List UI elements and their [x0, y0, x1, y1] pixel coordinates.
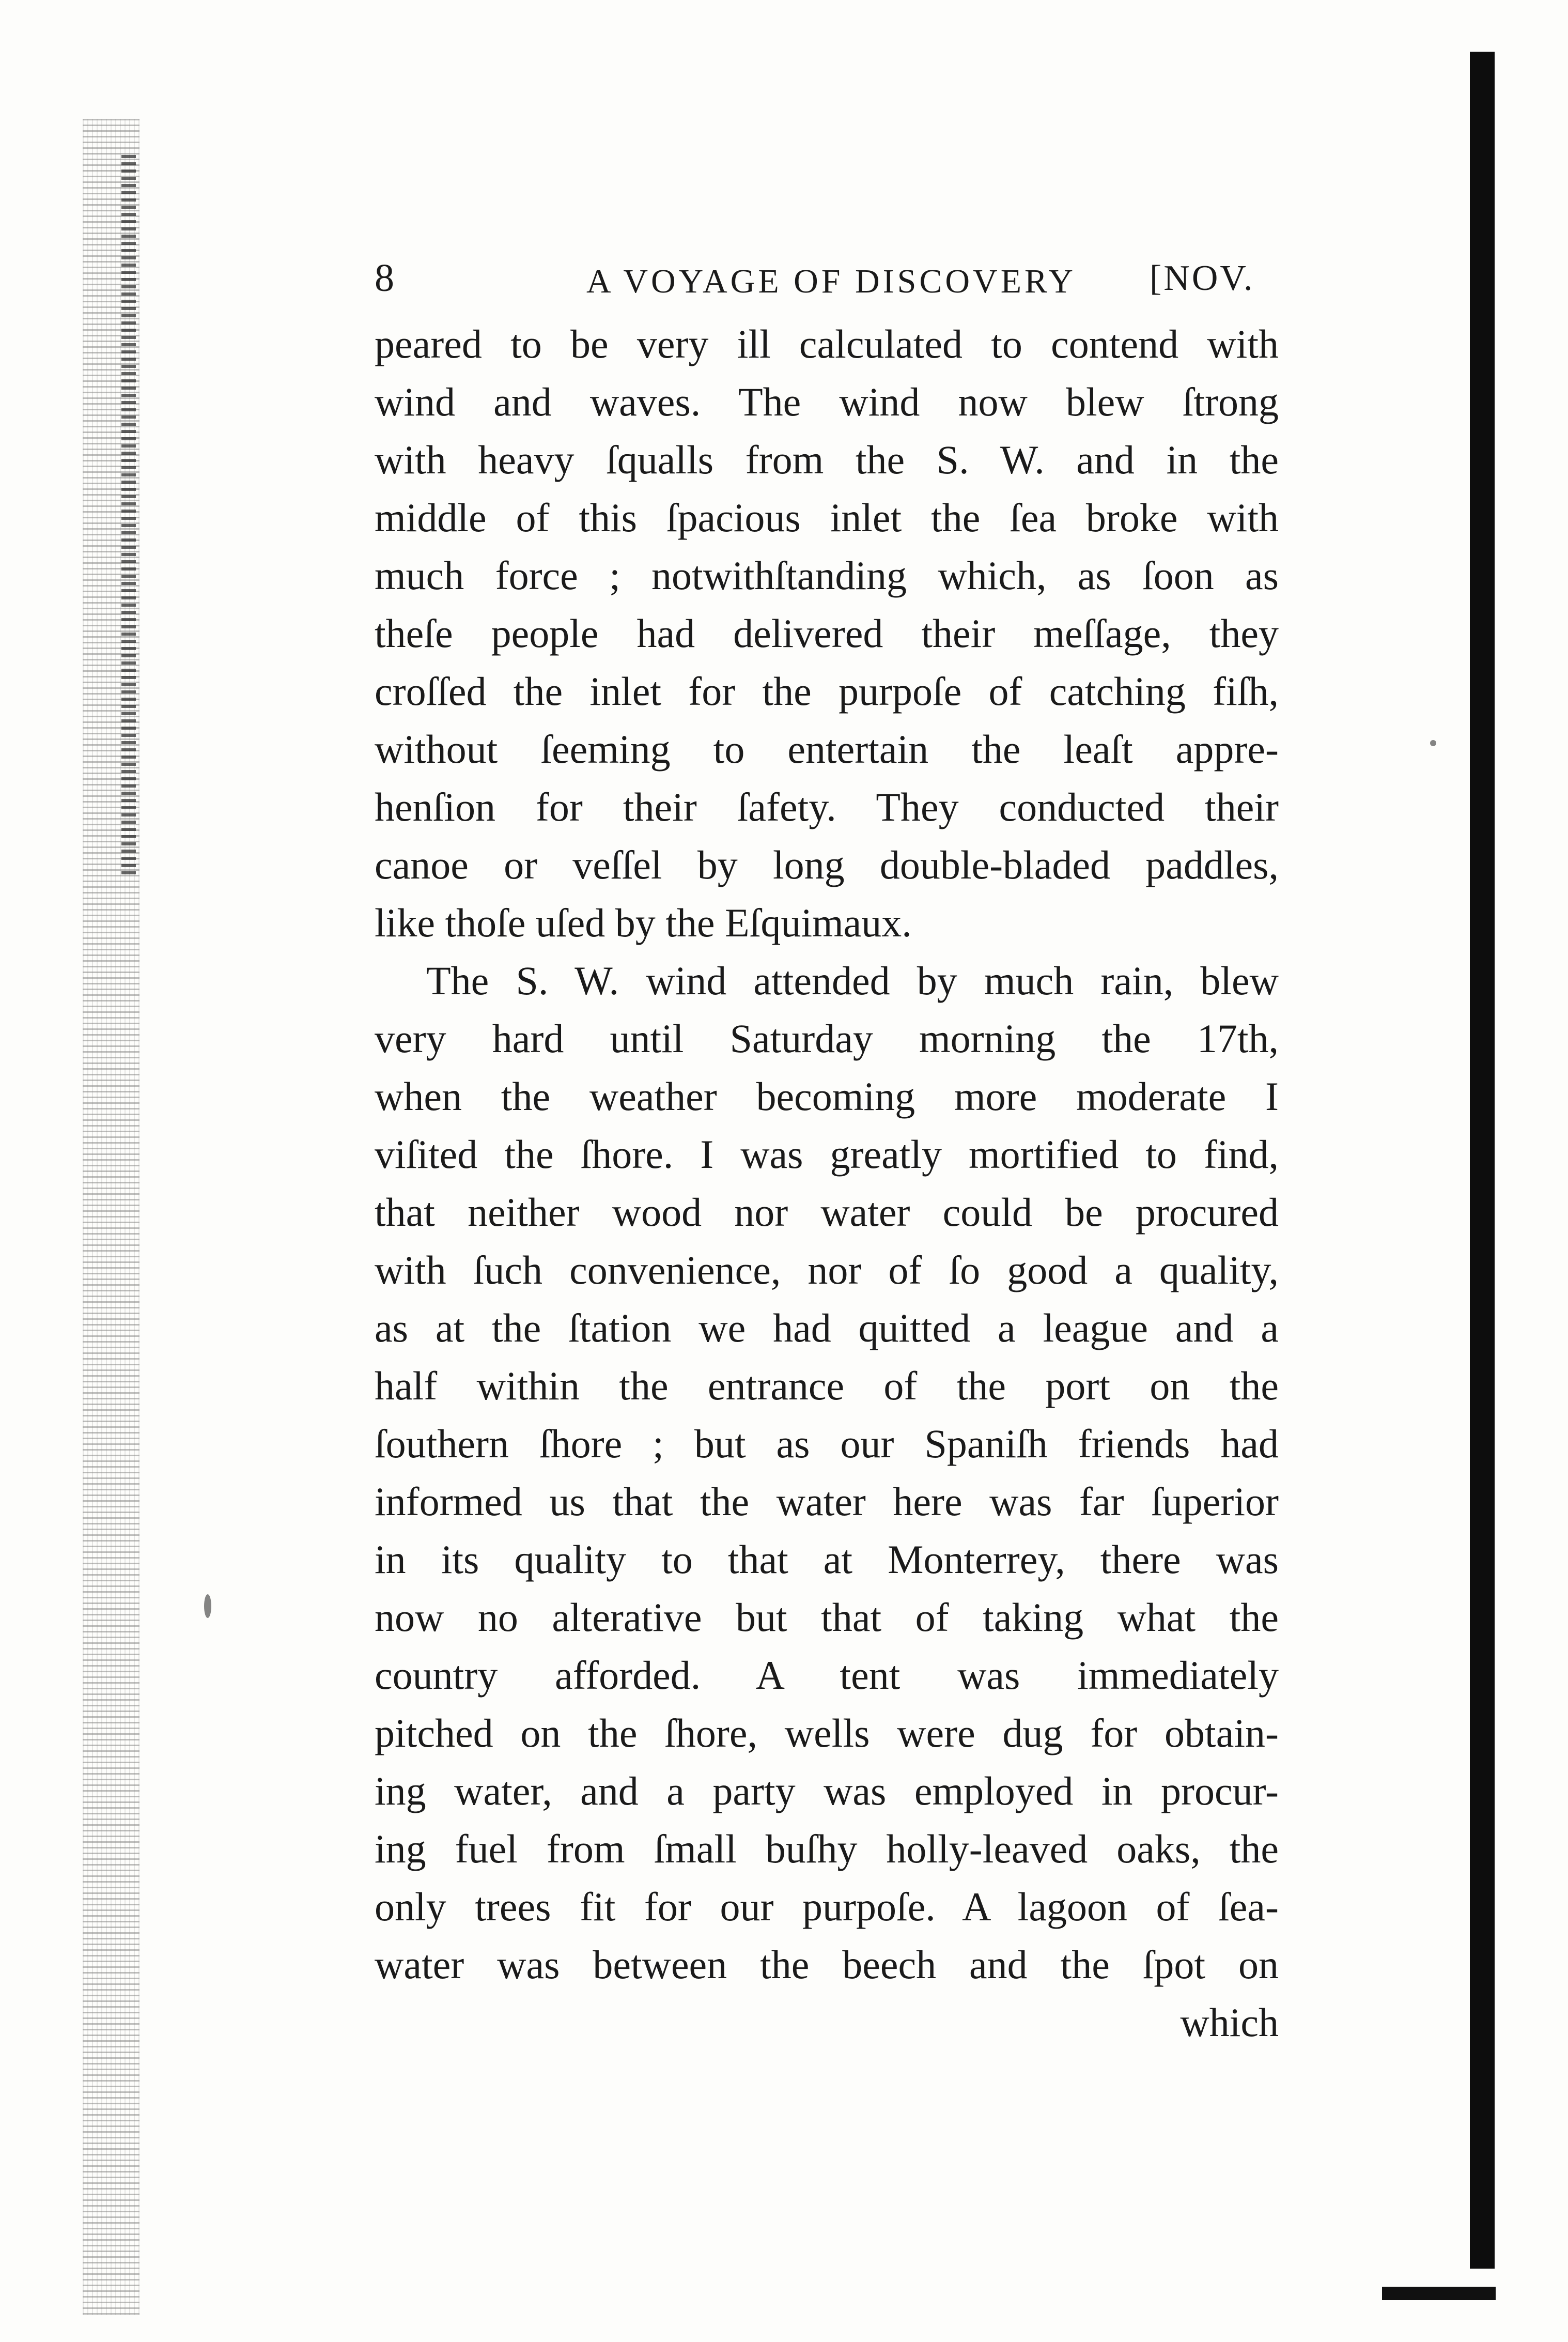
text-line: peared to be very ill calculated to contend with [375, 321, 1279, 366]
header-month: [NOV. [1150, 258, 1255, 298]
text-line: half within the entrance of the port on the [375, 1363, 1279, 1408]
catchword: which [1180, 2000, 1279, 2045]
text-line: without ſeeming to entertain the leaſt appre- [375, 727, 1279, 772]
text-line: ſouthern ſhore ; but as our Spaniſh friends had [375, 1421, 1279, 1466]
binding-shadow [121, 155, 136, 879]
text-line: in its quality to that at Monterrey, there was [375, 1537, 1279, 1582]
scan-border-foot [1382, 2287, 1496, 2300]
text-line: country afforded. A tent was immediately [375, 1653, 1279, 1698]
text-line: pitched on the ſhore, wells were dug for obtain- [375, 1711, 1279, 1755]
page-number: 8 [375, 256, 396, 300]
text-line: wind and waves. The wind now blew ſtrong [375, 379, 1279, 424]
running-title: A VOYAGE OF DISCOVERY [586, 263, 1077, 300]
running-header [375, 256, 1284, 302]
text-line: much force ; notwithſtanding which, as ſoon as [375, 553, 1279, 598]
text-line: informed us that the water here was far ſuperior [375, 1479, 1279, 1524]
text-line: ing fuel from ſmall buſhy holly-leaved oaks, the [375, 1826, 1279, 1871]
text-line: with ſuch convenience, nor of ſo good a quality, [375, 1247, 1279, 1292]
text-line: with heavy ſqualls from the S. W. and in the [375, 437, 1279, 482]
text-line: water was between the beech and the ſpot on [375, 1942, 1279, 1987]
ink-dot [1430, 740, 1436, 746]
text-line: The S. W. wind attended by much rain, blew [426, 958, 1279, 1003]
text-line: very hard until Saturday morning the 17th, [375, 1016, 1279, 1061]
ink-smudge [204, 1594, 211, 1618]
text-line: henſion for their ſafety. They conducted their [375, 784, 1279, 829]
text-line: canoe or veſſel by long double-bladed paddles, [375, 842, 1279, 887]
text-line: as at the ſtation we had quitted a league and a [375, 1305, 1279, 1350]
text-line: viſited the ſhore. I was greatly mortified to find, [375, 1132, 1279, 1177]
text-line: theſe people had delivered their meſſage, they [375, 611, 1279, 656]
text-line: ing water, and a party was employed in procur- [375, 1768, 1279, 1813]
text-line: when the weather becoming more moderate I [375, 1074, 1279, 1119]
scan-border-bar [1470, 52, 1495, 2269]
text-line: that neither wood nor water could be procured [375, 1190, 1279, 1235]
text-line: middle of this ſpacious inlet the ſea broke with [375, 495, 1279, 540]
text-line: like thoſe uſed by the Eſquimaux. [375, 900, 912, 945]
text-line: now no alterative but that of taking what the [375, 1595, 1279, 1640]
body-text [375, 315, 1279, 2052]
text-line: only trees fit for our purpoſe. A lagoon of ſea- [375, 1884, 1279, 1929]
text-line: croſſed the inlet for the purpoſe of catching fiſh, [375, 669, 1279, 714]
